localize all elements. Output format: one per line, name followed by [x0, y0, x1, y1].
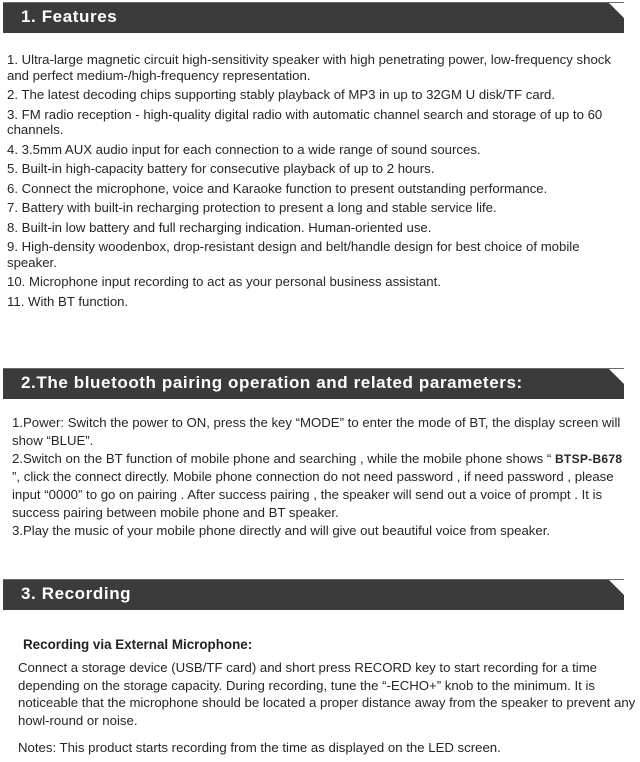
list-item: 4. 3.5mm AUX audio input for each connection to a wide range of sound sources.: [7, 141, 481, 157]
recording-body: [18, 659, 638, 757]
bluetooth-instructions: [12, 414, 630, 540]
list-item: 7. Battery with built-in recharging protection to present a long and stable service life.: [7, 200, 497, 215]
section-header-features: [3, 2, 624, 33]
section-header-recording: [3, 579, 624, 610]
recording-subtitle: Recording via External Microphone:: [23, 637, 253, 652]
list-item: 2. The latest decoding chips supporting stably playback of MP3 in up to 32GM U disk/TF card.: [7, 87, 556, 102]
recording-description: Connect a storage device (USB/TF card) and short press RECORD key to start recording for a time depending on the storage capacity. During recording, tune the “-ECHO+” knob to the minimum. It is noticeable that the microphone should be located a proper distance away from the speaker to prevent any howl-round or noise.: [18, 660, 636, 728]
list-item: 10. Microphone input recording to act as your personal business assistant.: [7, 274, 441, 289]
header-corner-cut: [609, 580, 625, 596]
section-header-bluetooth: [3, 368, 624, 399]
section-title: 2.The bluetooth pairing operation and related parameters:: [21, 373, 523, 392]
section-title: 3. Recording: [21, 584, 132, 603]
model-name: BTSP-B678: [554, 452, 623, 466]
list-item: 8. Built-in low battery and full recharging indication. Human-oriented use.: [7, 219, 432, 235]
list-item: 3. FM radio reception - high-quality digital radio with automatic channel search and storage of up to 60 channels.: [7, 106, 603, 137]
section-title: 1. Features: [21, 7, 118, 26]
bluetooth-step-1: 1.Power: Switch the power to ON, press the key “MODE” to enter the mode of BT, the display screen will show “BLUE”.: [12, 415, 621, 448]
recording-notes: Notes: This product starts recording from the time as displayed on the LED screen.: [18, 740, 501, 755]
list-item: 1. Ultra-large magnetic circuit high-sensitivity speaker with high penetrating power, low-frequency shock and perfect medium-/high-frequency representation.: [7, 52, 611, 83]
list-item: 11. With BT function.: [7, 293, 129, 309]
list-item: 6. Connect the microphone, voice and Karaoke function to present outstanding performance.: [7, 180, 548, 196]
step-2-text-after: ”, click the connect directly. Mobile phone connection do not need password , if need password , please input “0000” to go on pairing . After success pairing , the speaker will send out a voice of prompt . It is success pairing between mobile phone and BT speaker.: [12, 469, 614, 520]
bluetooth-step-2: [12, 450, 630, 522]
list-item: 9. High-density woodenbox, drop-resistant design and belt/handle design for best choice of mobile speaker.: [7, 239, 580, 270]
bluetooth-step-3: 3.Play the music of your mobile phone directly and will give out beautiful voice from speaker.: [12, 523, 551, 538]
features-list: [7, 52, 625, 313]
step-2-text-before: 2.Switch on the BT function of mobile phone and searching , while the mobile phone shows “: [12, 451, 555, 466]
header-corner-cut: [609, 3, 625, 19]
list-item: 5. Built-in high-capacity battery for consecutive playback of up to 2 hours.: [7, 161, 435, 176]
header-corner-cut: [609, 369, 625, 385]
